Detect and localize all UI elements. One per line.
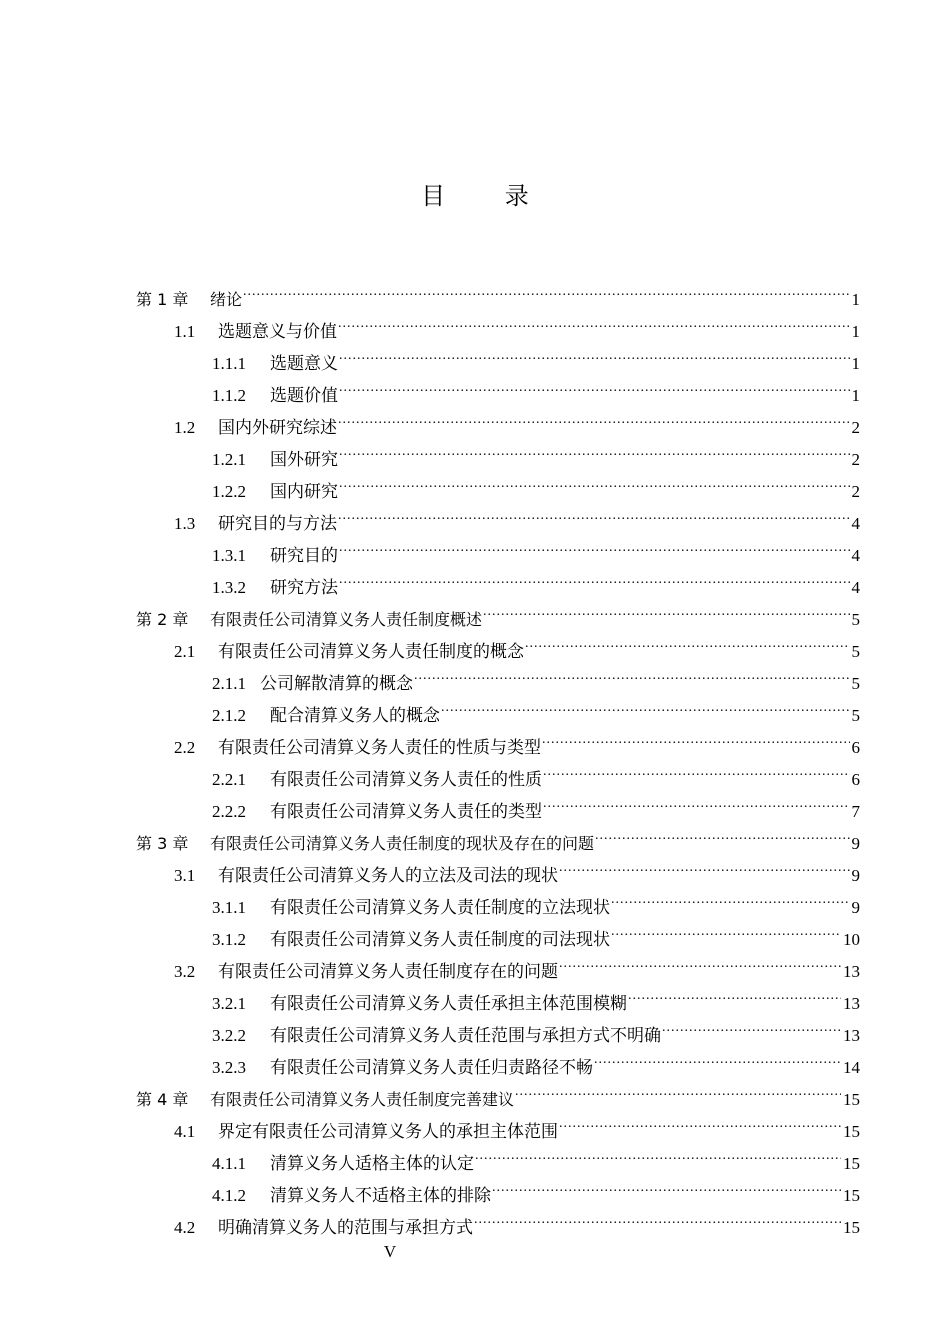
toc-subsection-entry[interactable] [212, 529, 860, 565]
toc-chapter-entry[interactable] [136, 817, 860, 853]
toc-entry-number: 2.1 [174, 642, 196, 661]
toc-entry-title: 研究方法 [270, 578, 338, 597]
toc-section-entry[interactable] [174, 945, 860, 981]
toc-leader-dots [339, 529, 850, 561]
toc-entry-number: 1.3.1 [212, 546, 246, 565]
toc-subsection-entry[interactable] [212, 465, 860, 501]
toc-entry-number: 3.2.3 [212, 1058, 246, 1077]
toc-page-number: 9 [851, 866, 860, 885]
toc-page-number: 13 [843, 962, 860, 981]
toc-entry-number: 3.2.1 [212, 994, 246, 1013]
toc-entry-title: 绪论 [210, 290, 243, 309]
toc-leader-dots [559, 1105, 841, 1137]
toc-entry-number: 2.2 [174, 738, 196, 757]
toc-page-number: 15 [843, 1218, 860, 1237]
toc-page-number: 15 [843, 1186, 860, 1205]
toc-entry-title: 有限责任公司清算义务人责任归责路径不畅 [270, 1058, 593, 1077]
toc-entry-number: 1.2.1 [212, 450, 246, 469]
toc-leader-dots [543, 785, 850, 817]
toc-subsection-entry[interactable] [212, 913, 860, 949]
toc-page-number: 5 [851, 642, 860, 661]
toc-entry-title: 有限责任公司清算义务人责任的性质 [270, 770, 542, 789]
toc-entry-title: 有限责任公司清算义务人责任的性质与类型 [218, 738, 541, 757]
toc-leader-dots [339, 369, 850, 401]
toc-entry-title: 国外研究 [270, 450, 338, 469]
toc-entry-title: 配合清算义务人的概念 [270, 706, 440, 725]
toc-section-entry[interactable] [174, 1201, 860, 1237]
toc-page-number: 4 [851, 514, 860, 533]
toc-entry-number: 1.3.2 [212, 578, 246, 597]
toc-page-number: 13 [843, 994, 860, 1013]
toc-entry-number: 4.1.2 [212, 1186, 246, 1205]
toc-entry-title: 国内外研究综述 [218, 418, 337, 437]
toc-leader-dots [542, 721, 850, 753]
toc-entry-title: 有限责任公司清算义务人责任制度的司法现状 [270, 930, 610, 949]
toc-subsection-entry[interactable] [212, 337, 860, 373]
toc-entry-number: 1.1.1 [212, 354, 246, 373]
toc-entry-title: 公司解散清算的概念 [260, 674, 413, 693]
toc-section-entry[interactable] [174, 625, 860, 661]
toc-chapter-entry[interactable] [136, 1073, 860, 1109]
toc-entry-number: 4.1 [174, 1122, 196, 1141]
toc-section-entry[interactable] [174, 1105, 860, 1141]
toc-leader-dots [474, 1201, 841, 1233]
toc-section-entry[interactable] [174, 721, 860, 757]
toc-subsection-entry[interactable] [212, 977, 860, 1013]
toc-leader-dots [338, 497, 850, 529]
toc-subsection-entry[interactable] [212, 689, 860, 725]
toc-entry-number: 第 3 章 [136, 834, 189, 853]
toc-entry-title: 明确清算义务人的范围与承担方式 [218, 1218, 473, 1237]
toc-entry-title: 界定有限责任公司清算义务人的承担主体范围 [218, 1122, 558, 1141]
toc-entry-number: 1.1.2 [212, 386, 246, 405]
toc-page-number: 5 [851, 610, 860, 629]
toc-entry-number: 2.2.2 [212, 802, 246, 821]
toc-subsection-entry[interactable] [212, 1169, 860, 1205]
toc-leader-dots [338, 305, 850, 337]
toc-page-number: 5 [851, 706, 860, 725]
toc-page-number: 7 [851, 802, 860, 821]
toc-page-number: 6 [851, 738, 860, 757]
toc-page-number: 10 [843, 930, 860, 949]
toc-entry-number: 1.2 [174, 418, 196, 437]
toc-entry-title: 有限责任公司清算义务人责任制度的概念 [218, 642, 524, 661]
toc-page-number: 2 [851, 418, 860, 437]
toc-subsection-entry[interactable] [212, 1009, 860, 1045]
toc-leader-dots [543, 753, 850, 785]
toc-entry-title: 国内研究 [270, 482, 338, 501]
toc-leader-dots [594, 1041, 841, 1073]
toc-entry-number: 第 4 章 [136, 1090, 189, 1109]
toc-entry-number: 1.1 [174, 322, 196, 341]
toc-leader-dots [339, 337, 850, 369]
toc-entry-title: 研究目的与方法 [218, 514, 337, 533]
toc-entry-number: 3.1.2 [212, 930, 246, 949]
toc-subsection-entry[interactable] [212, 1041, 860, 1077]
toc-leader-dots [611, 881, 850, 913]
toc-entry-title: 有限责任公司清算义务人责任承担主体范围模糊 [270, 994, 627, 1013]
toc-subsection-entry[interactable] [212, 1137, 860, 1173]
toc-page-number: 1 [851, 354, 860, 373]
toc-page-number: 5 [851, 674, 860, 693]
toc-entry-title: 有限责任公司清算义务人责任制度的现状及存在的问题 [210, 834, 595, 853]
toc-entry-number: 3.1.1 [212, 898, 246, 917]
toc-page-number: 6 [851, 770, 860, 789]
toc-entry-number: 第 1 章 [136, 290, 189, 309]
toc-page-number: 1 [851, 290, 860, 309]
toc-page-number: 9 [851, 834, 860, 853]
toc-leader-dots [515, 1073, 841, 1105]
toc-page-number: 15 [843, 1090, 860, 1109]
toc-leader-dots [595, 817, 849, 849]
toc-entry-number: 2.1.2 [212, 706, 246, 725]
toc-page-number: 14 [843, 1058, 860, 1077]
toc-leader-dots [414, 657, 850, 689]
toc-entry-title: 有限责任公司清算义务人责任制度的立法现状 [270, 898, 610, 917]
toc-entry-number: 第 2 章 [136, 610, 189, 629]
toc-section-entry[interactable] [174, 401, 860, 437]
toc-entry-number: 3.2.2 [212, 1026, 246, 1045]
toc-leader-dots [525, 625, 850, 657]
toc-subsection-entry[interactable] [212, 433, 860, 469]
toc-leader-dots [559, 945, 841, 977]
toc-entry-number: 2.1.1 [212, 674, 246, 693]
toc-page-number: 2 [851, 450, 860, 469]
toc-leader-dots [475, 1137, 841, 1169]
toc-leader-dots [338, 401, 850, 433]
toc-entry-title: 有限责任公司清算义务人责任范围与承担方式不明确 [270, 1026, 661, 1045]
toc-entry-title: 有限责任公司清算义务人责任制度完善建议 [210, 1090, 515, 1109]
toc-section-entry[interactable] [174, 497, 860, 533]
toc-leader-dots [611, 913, 841, 945]
toc-entry-number: 1.3 [174, 514, 196, 533]
toc-entry-title: 清算义务人不适格主体的排除 [270, 1186, 491, 1205]
toc-entry-title: 研究目的 [270, 546, 338, 565]
toc-leader-dots [559, 849, 850, 881]
toc-leader-dots [628, 977, 841, 1009]
toc-page-number: 15 [843, 1122, 860, 1141]
toc-leader-dots [492, 1169, 841, 1201]
toc-entry-number: 3.2 [174, 962, 196, 981]
toc-page-number: 4 [851, 578, 860, 597]
toc-entry-title: 清算义务人适格主体的认定 [270, 1154, 474, 1173]
toc-entry-title: 有限责任公司清算义务人责任的类型 [270, 802, 542, 821]
toc-page-number: 1 [851, 322, 860, 341]
toc-page-number: 9 [851, 898, 860, 917]
toc-page-number: 13 [843, 1026, 860, 1045]
toc-subsection-entry[interactable] [212, 881, 860, 917]
toc-entry-number: 3.1 [174, 866, 196, 885]
toc-title: 目 录 [421, 182, 555, 210]
toc-entry-title: 选题价值 [270, 386, 338, 405]
toc-leader-dots [483, 593, 849, 625]
toc-entry-number: 4.1.1 [212, 1154, 246, 1173]
toc-leader-dots [662, 1009, 841, 1041]
toc-leader-dots [339, 465, 850, 497]
toc-subsection-entry[interactable] [212, 657, 860, 693]
toc-chapter-entry[interactable] [136, 593, 860, 629]
toc-section-entry[interactable] [174, 849, 860, 885]
toc-leader-dots [243, 273, 849, 305]
toc-entry-title: 选题意义与价值 [218, 322, 337, 341]
toc-leader-dots [441, 689, 850, 721]
toc-page-number: 1 [851, 386, 860, 405]
toc-section-entry[interactable] [174, 305, 860, 341]
page-number-footer: V [383, 1242, 397, 1261]
toc-page-number: 15 [843, 1154, 860, 1173]
toc-subsection-entry[interactable] [212, 369, 860, 405]
toc-subsection-entry[interactable] [212, 561, 860, 597]
toc-entry-title: 有限责任公司清算义务人责任制度概述 [210, 610, 483, 629]
toc-page-number: 2 [851, 482, 860, 501]
toc-entry-number: 4.2 [174, 1218, 196, 1237]
toc-chapter-entry[interactable] [136, 273, 860, 309]
toc-subsection-entry[interactable] [212, 785, 860, 821]
toc-page-number: 4 [851, 546, 860, 565]
toc-entry-number: 2.2.1 [212, 770, 246, 789]
toc-entry-title: 选题意义 [270, 354, 338, 373]
toc-subsection-entry[interactable] [212, 753, 860, 789]
toc-leader-dots [339, 561, 850, 593]
toc-entry-title: 有限责任公司清算义务人责任制度存在的问题 [218, 962, 558, 981]
toc-entry-number: 1.2.2 [212, 482, 246, 501]
toc-entry-title: 有限责任公司清算义务人的立法及司法的现状 [218, 866, 558, 885]
toc-leader-dots [339, 433, 850, 465]
